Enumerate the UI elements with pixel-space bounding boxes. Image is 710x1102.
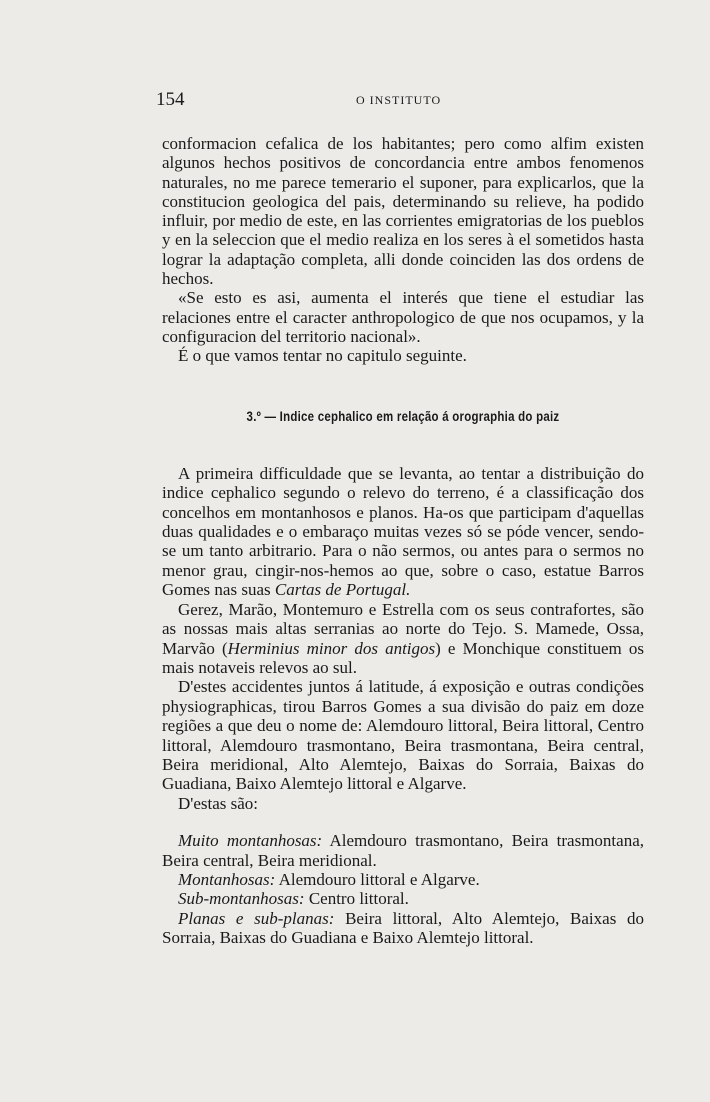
paragraph-text: ) e Monchique constituem os mais notaveis relevos ao sul. [162,638,645,677]
paragraph: D'estes accidentes juntos á latitude, á exposição e outras condições physiographicas, tirou Barros Gomes a sua divisão do paiz em doze regiões a que deu o nome de: Alemdouro littoral, Beira littoral, Centro littoral, Alemdouro trasmontano, Beira trasmontana, Beira central, Beira meridional, Alto Alemtejo, Baixas do Sorraia, Baixas do Guadiana, Baixo Alemtejo littoral e Algarve. [162,677,644,794]
paragraph: conformacion cefalica de los habitantes; pero como alfim existen algunos hechos positivos de concordancia entre ambos fenomenos naturales, no me parece temerario el suponer, para explicarlos, que la constitucion geologica del pais, determinando su relieve, ha podido influir, por medio de este, en las corrientes emigratorias de los pueblos y en la seleccion que el medio realiza en los seres à el sometidos hasta lograr la adaptação completa, alli donde coinciden las dos ordens de hechos. [162,134,644,289]
category-text: Alemdouro littoral e Algarve. [275,869,480,889]
section-content [162,464,644,948]
paragraph: É o que vamos tentar no capitulo seguinte. [178,346,467,366]
paragraph: D'estas são: [178,793,259,813]
category-text: Alemdouro trasmontano, Beira trasmontana, Beira central, Beira meridional. [162,831,644,870]
category-item [162,909,644,948]
category-label: Sub-montanhosas: [178,889,305,909]
italic-title: Cartas de Portugal. [274,580,411,600]
category-item [162,831,644,870]
category-label: Montanhosas: [178,869,276,889]
category-text: Centro littoral. [304,889,409,909]
section-title: 3.º — Indice cephalico em relação á orographia do paiz [246,407,560,424]
paragraph: «Se esto es asi, aumenta el interés que tiene el estudiar las relaciones entre el caracter anthropologico de que nos ocupamos, y la configuracion del territorio nacional». [162,288,644,346]
category-text: Beira littoral, Alto Alemtejo, Baixas do Sorraia, Baixas do Guadiana e Baixo Alemtejo littoral. [162,908,644,948]
page-number: 154 [156,89,185,110]
category-label: Planas e sub-planas: [178,908,335,928]
paragraph-text: Gerez, Marão, Montemuro e Estrella com os seus contrafortes, são as nossas mais altas serranias ao norte do Tejo. S. Mamede, Ossa, Marvão ( [162,599,644,658]
paragraph [162,600,644,678]
page-header [156,89,646,113]
category-item [162,870,644,889]
paragraph-text: A primeira difficuldade que se levanta, ao tentar a distribuição do indice cephalico segundo o relevo do terreno, é a classificação dos concelhos em montanhosos e planos. Ha-os que participam d'aquellas duas qualidades e o embaraço muitas vezes só se póde vencer, sendo-se um tanto arbitrario. Para o não sermos, ou antes para o sermos no menor grau, cingir-nos-hemos ao que, sobre o caso, estatue Barros Gomes nas suas [162,463,644,600]
paragraph [162,464,644,600]
italic-text: Herminius minor dos antigos [227,638,436,658]
category-item [162,889,644,908]
page-body [162,134,644,948]
category-label: Muito montanhosas: [178,831,323,851]
running-title: O INSTITUTO [356,93,442,107]
